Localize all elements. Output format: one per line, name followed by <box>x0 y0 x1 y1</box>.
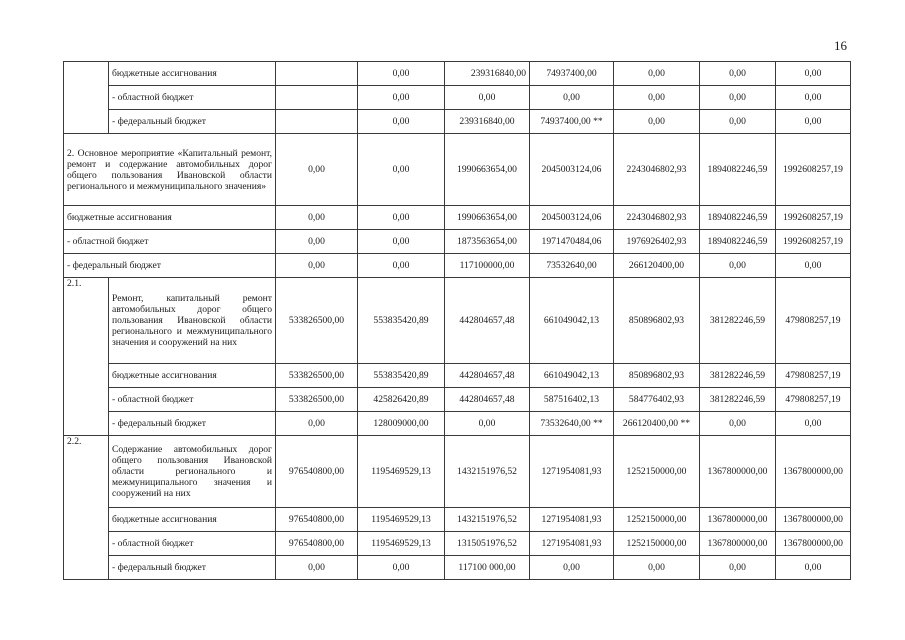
row-label: бюджетные ассигнования <box>109 508 276 532</box>
value-cell: 2243046802,93 <box>614 134 700 206</box>
table-row <box>64 230 851 254</box>
value-cell: 1367800000,00 <box>700 436 776 508</box>
value-cell: 0,00 <box>276 556 358 580</box>
code-cell <box>64 62 109 134</box>
value-cell: 1195469529,13 <box>358 508 445 532</box>
value-cell: 1195469529,13 <box>358 436 445 508</box>
value-cell: 479808257,19 <box>776 388 851 412</box>
value-cell: 1367800000,00 <box>700 532 776 556</box>
value-cell: 661049042,13 <box>530 364 614 388</box>
value-cell: 0,00 <box>700 254 776 278</box>
value-cell: 850896802,93 <box>614 278 700 364</box>
value-cell: 0,00 <box>445 412 530 436</box>
value-cell: 2045003124,06 <box>530 134 614 206</box>
value-cell: 266120400,00 ** <box>614 412 700 436</box>
table-row <box>64 388 851 412</box>
value-cell: 0,00 <box>276 206 358 230</box>
row-label: - федеральный бюджет <box>109 412 276 436</box>
value-cell: 117100 000,00 <box>445 556 530 580</box>
table-row <box>64 206 851 230</box>
value-cell: 442804657,48 <box>445 278 530 364</box>
value-cell: 0,00 <box>776 412 851 436</box>
value-cell: 0,00 <box>700 86 776 110</box>
value-cell: 0,00 <box>614 62 700 86</box>
item-title: Содержание автомобильных дорог общего пользования Ивановской области регионального и межмуниципального значения и сооружений на них <box>109 436 276 508</box>
value-cell: 1992608257,19 <box>776 206 851 230</box>
value-cell: 976540800,00 <box>276 436 358 508</box>
value-cell: 1432151976,52 <box>445 436 530 508</box>
value-cell: 1992608257,19 <box>776 230 851 254</box>
value-cell: 0,00 <box>358 206 445 230</box>
value-cell: 425826420,89 <box>358 388 445 412</box>
value-cell: 1894082246,59 <box>700 230 776 254</box>
value-cell: 584776402,93 <box>614 388 700 412</box>
page-number: 16 <box>834 38 847 53</box>
value-cell: 1367800000,00 <box>776 436 851 508</box>
value-cell: 479808257,19 <box>776 364 851 388</box>
value-cell: 1252150000,00 <box>614 436 700 508</box>
value-cell: 0,00 <box>276 254 358 278</box>
table-row <box>64 556 851 580</box>
value-cell: 1271954081,93 <box>530 532 614 556</box>
value-cell: 1990663654,00 <box>445 206 530 230</box>
table-row <box>64 86 851 110</box>
row-label: - федеральный бюджет <box>109 556 276 580</box>
value-cell: 533826500,00 <box>276 364 358 388</box>
value-cell: 533826500,00 <box>276 388 358 412</box>
table-row <box>64 110 851 134</box>
value-cell: 442804657,48 <box>445 388 530 412</box>
value-cell: 1976926402,93 <box>614 230 700 254</box>
table-row <box>64 412 851 436</box>
value-cell: 1367800000,00 <box>700 508 776 532</box>
value-cell: 0,00 <box>276 134 358 206</box>
value-cell: 0,00 <box>776 556 851 580</box>
value-cell: 1271954081,93 <box>530 508 614 532</box>
item-code: 2.2. <box>64 436 109 580</box>
value-cell: 0,00 <box>276 412 358 436</box>
value-cell: 0,00 <box>530 86 614 110</box>
table-row <box>64 134 851 206</box>
value-cell: 1252150000,00 <box>614 508 700 532</box>
value-cell: 0,00 <box>776 254 851 278</box>
value-cell: 976540800,00 <box>276 532 358 556</box>
value-cell: 0,00 <box>358 230 445 254</box>
value-cell <box>276 62 358 86</box>
value-cell: 0,00 <box>358 254 445 278</box>
value-cell: 381282246,59 <box>700 278 776 364</box>
value-cell: 0,00 <box>700 556 776 580</box>
table-row <box>64 436 851 508</box>
value-cell: 0,00 <box>776 62 851 86</box>
value-cell: 1992608257,19 <box>776 134 851 206</box>
value-cell: 1271954081,93 <box>530 436 614 508</box>
value-cell: 1315051976,52 <box>445 532 530 556</box>
row-label: - областной бюджет <box>109 532 276 556</box>
value-cell: 661049042,13 <box>530 278 614 364</box>
value-cell: 0,00 <box>700 110 776 134</box>
value-cell: 1990663654,00 <box>445 134 530 206</box>
row-label: - федеральный бюджет <box>109 110 276 134</box>
value-cell: 74937400,00 <box>530 62 614 86</box>
value-cell <box>276 86 358 110</box>
value-cell: 2045003124,06 <box>530 206 614 230</box>
value-cell: 128009000,00 <box>358 412 445 436</box>
value-cell: 0,00 <box>530 556 614 580</box>
value-cell: 381282246,59 <box>700 388 776 412</box>
value-cell: 0,00 <box>776 86 851 110</box>
value-cell: 0,00 <box>614 86 700 110</box>
value-cell: 533826500,00 <box>276 278 358 364</box>
budget-table <box>63 61 851 580</box>
main-activity-title: 2. Основное мероприятие «Капитальный ремонт, ремонт и содержание автомобильных дорог общего пользования Ивановской области регионального и межмуниципального значения» <box>64 134 276 206</box>
value-cell: 0,00 <box>445 86 530 110</box>
table-row <box>64 508 851 532</box>
value-cell: 0,00 <box>700 412 776 436</box>
value-cell: 1367800000,00 <box>776 508 851 532</box>
row-label: бюджетные ассигнования <box>109 62 276 86</box>
value-cell: 0,00 <box>358 62 445 86</box>
value-cell: 1432151976,52 <box>445 508 530 532</box>
value-cell: 0,00 <box>358 110 445 134</box>
table-row <box>64 254 851 278</box>
value-cell: 0,00 <box>776 110 851 134</box>
value-cell: 587516402,13 <box>530 388 614 412</box>
value-cell: 553835420,89 <box>358 364 445 388</box>
row-label: бюджетные ассигнования <box>64 206 276 230</box>
table-row <box>64 62 851 86</box>
value-cell: 0,00 <box>614 110 700 134</box>
item-code: 2.1. <box>64 278 109 436</box>
value-cell: 479808257,19 <box>776 278 851 364</box>
value-cell: 74937400,00 ** <box>530 110 614 134</box>
row-label: - федеральный бюджет <box>64 254 276 278</box>
value-cell: 0,00 <box>358 556 445 580</box>
value-cell: 0,00 <box>614 556 700 580</box>
value-cell: 1252150000,00 <box>614 532 700 556</box>
row-label: бюджетные ассигнования <box>109 364 276 388</box>
value-cell: 117100000,00 <box>445 254 530 278</box>
value-cell: 266120400,00 <box>614 254 700 278</box>
value-cell: 239316840,00 <box>445 62 530 86</box>
row-label: - областной бюджет <box>109 86 276 110</box>
value-cell: 381282246,59 <box>700 364 776 388</box>
table-row <box>64 278 851 364</box>
row-label: - областной бюджет <box>109 388 276 412</box>
value-cell: 976540800,00 <box>276 508 358 532</box>
value-cell: 1971470484,06 <box>530 230 614 254</box>
value-cell: 73532640,00 <box>530 254 614 278</box>
item-title: Ремонт, капитальный ремонт автомобильных дорог общего пользования Ивановской области регионального и межмуниципального значения и сооружений на них <box>109 278 276 364</box>
value-cell: 73532640,00 ** <box>530 412 614 436</box>
row-label: - областной бюджет <box>64 230 276 254</box>
value-cell: 0,00 <box>276 230 358 254</box>
table-row <box>64 532 851 556</box>
value-cell: 1894082246,59 <box>700 134 776 206</box>
value-cell: 1873563654,00 <box>445 230 530 254</box>
value-cell: 442804657,48 <box>445 364 530 388</box>
value-cell: 1367800000,00 <box>776 532 851 556</box>
value-cell: 0,00 <box>358 86 445 110</box>
value-cell: 1195469529,13 <box>358 532 445 556</box>
value-cell: 2243046802,93 <box>614 206 700 230</box>
value-cell: 0,00 <box>700 62 776 86</box>
value-cell: 553835420,89 <box>358 278 445 364</box>
value-cell: 1894082246,59 <box>700 206 776 230</box>
value-cell <box>276 110 358 134</box>
value-cell: 850896802,93 <box>614 364 700 388</box>
value-cell: 0,00 <box>358 134 445 206</box>
value-cell: 239316840,00 <box>445 110 530 134</box>
table-row <box>64 364 851 388</box>
